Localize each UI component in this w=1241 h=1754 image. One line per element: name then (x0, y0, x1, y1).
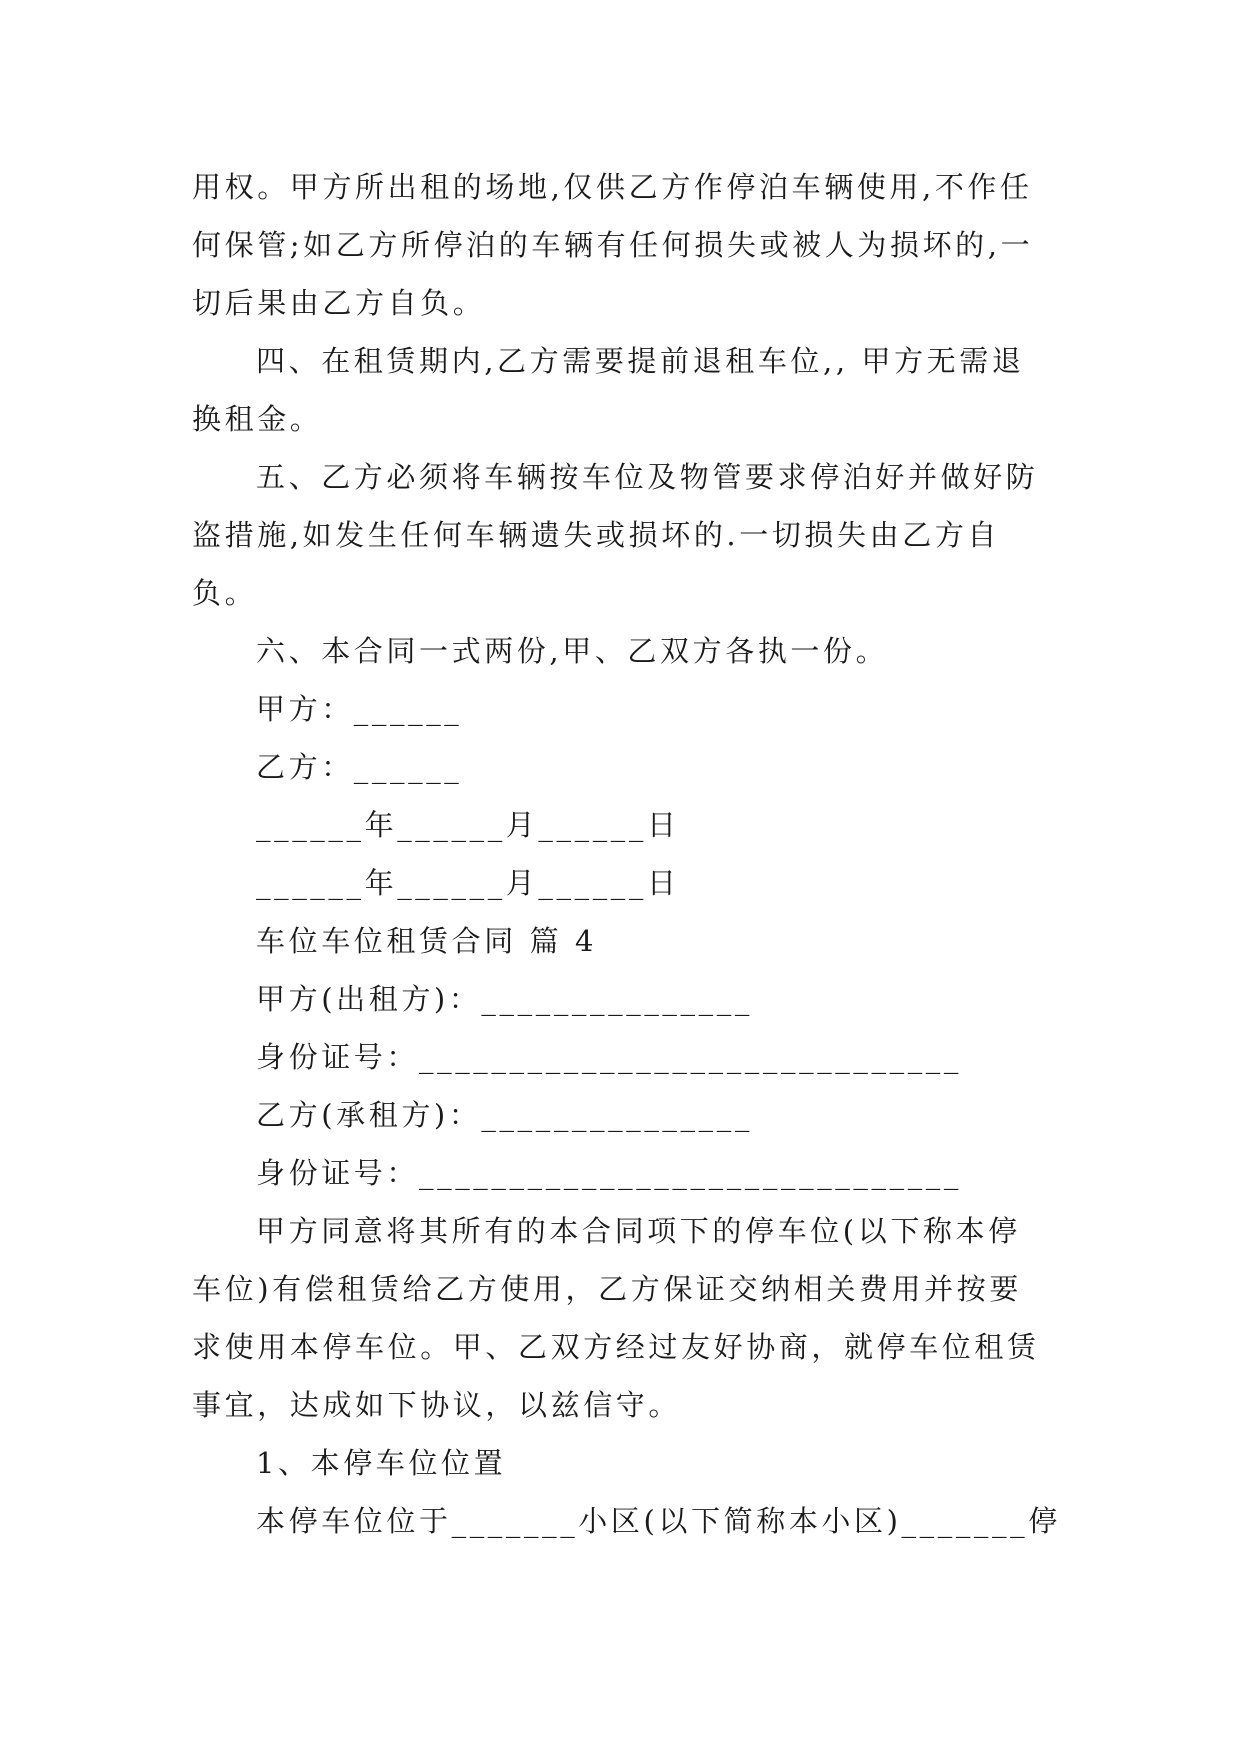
text-line: 身份证号：______________________________ (256, 1040, 962, 1074)
paragraph (192, 680, 1054, 738)
paragraph (192, 332, 1054, 448)
paragraph (192, 854, 1054, 912)
text-line: 车位)有偿租赁给乙方使用，乙方保证交纳相关费用并按要 (192, 1272, 1022, 1306)
text-line: 甲方(出租方)：_______________ (256, 982, 753, 1016)
paragraph (192, 158, 1054, 332)
paragraph (192, 796, 1054, 854)
text-line: 1、本停车位位置 (256, 1446, 507, 1480)
text-line: 车位车位租赁合同 篇 4 (256, 924, 598, 958)
paragraph (192, 622, 1054, 680)
paragraph (192, 1492, 1061, 1550)
paragraph (192, 1202, 1054, 1434)
text-line: 四、在租赁期内,乙方需要提前退租车位,, 甲方无需退 (256, 344, 1025, 378)
text-line: 乙方(承租方)：_______________ (256, 1098, 753, 1132)
text-line: 用权。甲方所出租的场地,仅供乙方作停泊车辆使用,不作任 (192, 170, 1033, 204)
text-line: 五、乙方必须将车辆按车位及物管要求停泊好并做好防 (256, 460, 1039, 494)
paragraph (192, 912, 1054, 970)
text-line: 甲方：______ (256, 692, 463, 726)
text-line: 求使用本停车位。甲、乙双方经过友好协商，就停车位租赁 (192, 1330, 1040, 1364)
text-line: 身份证号：______________________________ (256, 1156, 962, 1190)
paragraph (192, 1144, 1054, 1202)
text-line: 换租金。 (192, 402, 323, 436)
text-line: 乙方：______ (256, 750, 463, 784)
text-line: 本停车位位于_______小区(以下简称本小区)_______停 (256, 1504, 1061, 1538)
document-body (192, 158, 1061, 1550)
text-line: 事宜，达成如下协议，以兹信守。 (192, 1388, 682, 1422)
text-line: 六、本合同一式两份,甲、乙双方各执一份。 (256, 634, 889, 668)
text-line: ______年______月______日 (256, 866, 680, 900)
paragraph (192, 1028, 1054, 1086)
paragraph (192, 448, 1054, 622)
text-line: 切后果由乙方自负。 (192, 286, 486, 320)
text-line: 甲方同意将其所有的本合同项下的停车位(以下称本停 (256, 1214, 1021, 1248)
paragraph (192, 738, 1054, 796)
paragraph (192, 970, 1054, 1028)
paragraph (192, 1086, 1054, 1144)
text-line: 何保管;如乙方所停泊的车辆有任何损失或被人为损坏的,一 (192, 228, 1034, 262)
text-line: ______年______月______日 (256, 808, 680, 842)
text-line: 盗措施,如发生任何车辆遗失或损坏的.一切损失由乙方自 (192, 518, 1001, 552)
paragraph (192, 1434, 1054, 1492)
text-line: 负。 (192, 576, 258, 610)
